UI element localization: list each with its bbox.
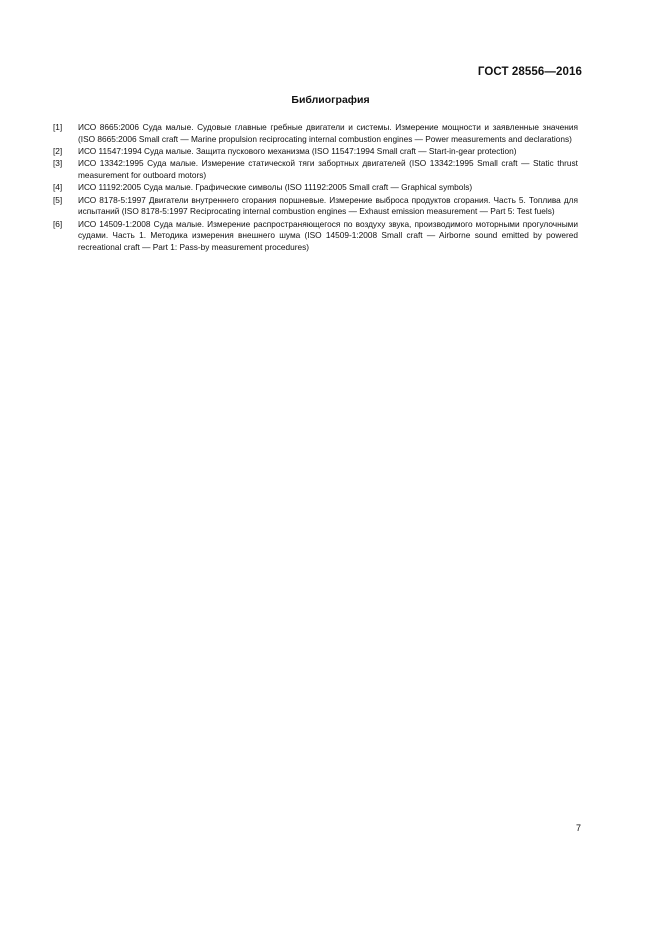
- reference-number: [3]: [53, 158, 63, 169]
- reference-number: [4]: [53, 182, 63, 193]
- reference-item-2: [53, 146, 578, 158]
- reference-text: ИСО 8178-5:1997 Двигатели внутреннего сгорания поршневые. Измерение выброса продуктов сгорания. Часть 5. Топлива для испытаний (ISO 8178-5:1997 Reciprocating internal combustion engines — Exhaust emission measurement — Part 5: Test fuels): [78, 194, 578, 217]
- reference-number: [5]: [53, 194, 63, 205]
- reference-item-5: [53, 195, 578, 218]
- reference-item-3: [53, 158, 578, 181]
- reference-text: ИСО 11192:2005 Суда малые. Графические символы (ISO 11192:2005 Small craft — Graphical symbols): [78, 182, 473, 193]
- page-number: 7: [575, 823, 581, 833]
- reference-item-1: [53, 122, 578, 145]
- reference-number: [1]: [53, 122, 63, 132]
- reference-number: [2]: [53, 146, 63, 156]
- reference-text: ИСО 11547:1994 Суда малые. Защита пускового механизма (ISO 11547:1994 Small craft — Start-in-gear protection): [78, 146, 517, 156]
- reference-text: ИСО 14509-1:2008 Суда малые. Измерение распространяющегося по воздуху звука, производимого моторными прогулочными судами. Часть 1. Методика измерения внешнего шума (ISO 14509-1:2008 Small craft — Airborne sound emitted by powered recreational craft — Part 1: Pass-by measurement procedures): [78, 218, 578, 252]
- reference-list: [53, 122, 578, 254]
- reference-text: ИСО 8665:2006 Суда малые. Судовые главные гребные двигатели и системы. Измерение мощности и заявленные значения (ISO 8665:2006 Small craft — Marine propulsion reciprocating internal combustion engines — Power measurements and declarations): [78, 122, 578, 144]
- reference-text: ИСО 13342:1995 Суда малые. Измерение статической тяги забортных двигателей (ISO 13342:1995 Small craft — Static thrust measurement for outboard motors): [78, 158, 578, 180]
- bibliography-title: Библиография: [291, 94, 370, 106]
- reference-item-6: [53, 219, 578, 254]
- reference-number: [6]: [53, 218, 63, 229]
- reference-item-4: [53, 182, 578, 194]
- document-code: ГОСТ 28556—2016: [477, 66, 582, 78]
